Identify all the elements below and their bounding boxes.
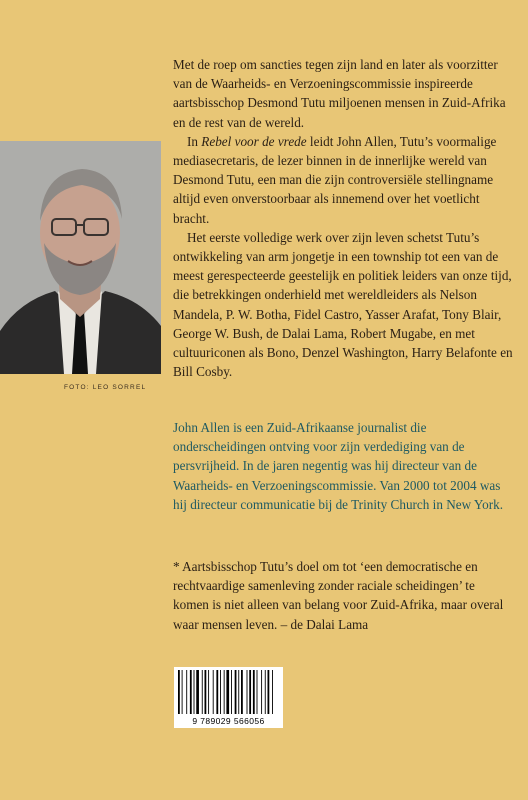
book-title: Rebel voor de vrede	[201, 133, 307, 149]
barcode-bar	[208, 670, 209, 714]
barcode-bar	[238, 670, 239, 714]
portrait-illustration	[0, 141, 161, 374]
barcode-bar	[247, 670, 248, 714]
barcode-bar	[178, 670, 180, 714]
barcode-bar	[194, 670, 195, 714]
barcode-bar	[226, 670, 229, 714]
barcode-bars	[178, 670, 279, 714]
barcode-bar	[272, 670, 273, 714]
barcode-bar	[190, 670, 192, 714]
barcode-bar	[261, 670, 262, 714]
barcode-bar	[241, 670, 243, 714]
barcode-bar	[257, 670, 258, 714]
barcode-bar	[268, 670, 270, 714]
author-photo	[0, 141, 161, 374]
barcode-bar	[186, 670, 187, 714]
author-bio: John Allen is een Zuid-Afrikaanse journalist die onderscheidingen ontving voor zijn verdediging van de persvrijheid. In de jaren negentig was hij directeur van de Waarheids- en Verzoeningscommissie. Van 2000 tot 2004 was hij directeur communicatie bij de Trinity Church in New York.	[173, 420, 504, 512]
description-paragraph-3: Het eerste volledige werk over zijn leven schetst Tutu’s ontwikkeling van arm jongetje in een township tot een van de meest gerespecteerde geestelijk en politiek leiders van onze tijd, die betrekkingen onderhield met wereldleiders als Nelson Mandela, P. W. Botha, Fidel Castro, Yasser Arafat, Tony Blair, George W. Bush, de Dalai Lama, Robert Mugabe, en met cultuuriconen als Bono, Denzel Washington, Harry Belafonte en Bill Cosby.	[173, 229, 513, 380]
barcode-digits: 9 789029 566056	[192, 716, 265, 726]
barcode-bar	[205, 670, 207, 714]
paragraph-2-rest: leidt John Allen, Tutu’s voormalige mediasecretaris, de lezer binnen in de innerlijke wereld van Desmond Tutu, een man die zijn controversiële stellingname altijd even onverstoorbaar als innemend over het voetlicht bracht.	[173, 133, 497, 226]
barcode-bar	[220, 670, 221, 714]
endorsement-quote: * Aartsbisschop Tutu’s doel om tot ‘een democratische en rechtvaardige samenleving zonder raciale scheidingen’ te komen is niet alleen van belang voor Zuid-Afrika, maar overal waar mensen leven. – de Dalai Lama	[173, 559, 504, 632]
book-description	[173, 55, 513, 381]
barcode-bar	[202, 670, 203, 714]
description-paragraph-1: Met de roep om sancties tegen zijn land en later als voorzitter van de Waarheids- en Verzoeningscommissie inspireerde aartsbisschop Desmond Tutu miljoenen mensen in Zuid-Afrika en de rest van de wereld.	[173, 57, 506, 130]
barcode-bar	[182, 670, 183, 714]
barcode-bar	[235, 670, 237, 714]
barcode-bar	[224, 670, 225, 714]
barcode-bar	[213, 670, 214, 714]
description-paragraph-2	[173, 132, 513, 228]
barcode-bar	[196, 670, 199, 714]
photo-credit: FOTO: LEO SORREL	[64, 384, 147, 391]
isbn-barcode	[174, 667, 283, 728]
barcode-bar	[231, 670, 232, 714]
paragraph-2-intro: In	[187, 133, 202, 149]
barcode-bar	[249, 670, 251, 714]
barcode-bar	[216, 670, 218, 714]
barcode-bar	[253, 670, 255, 714]
barcode-bar	[265, 670, 266, 714]
